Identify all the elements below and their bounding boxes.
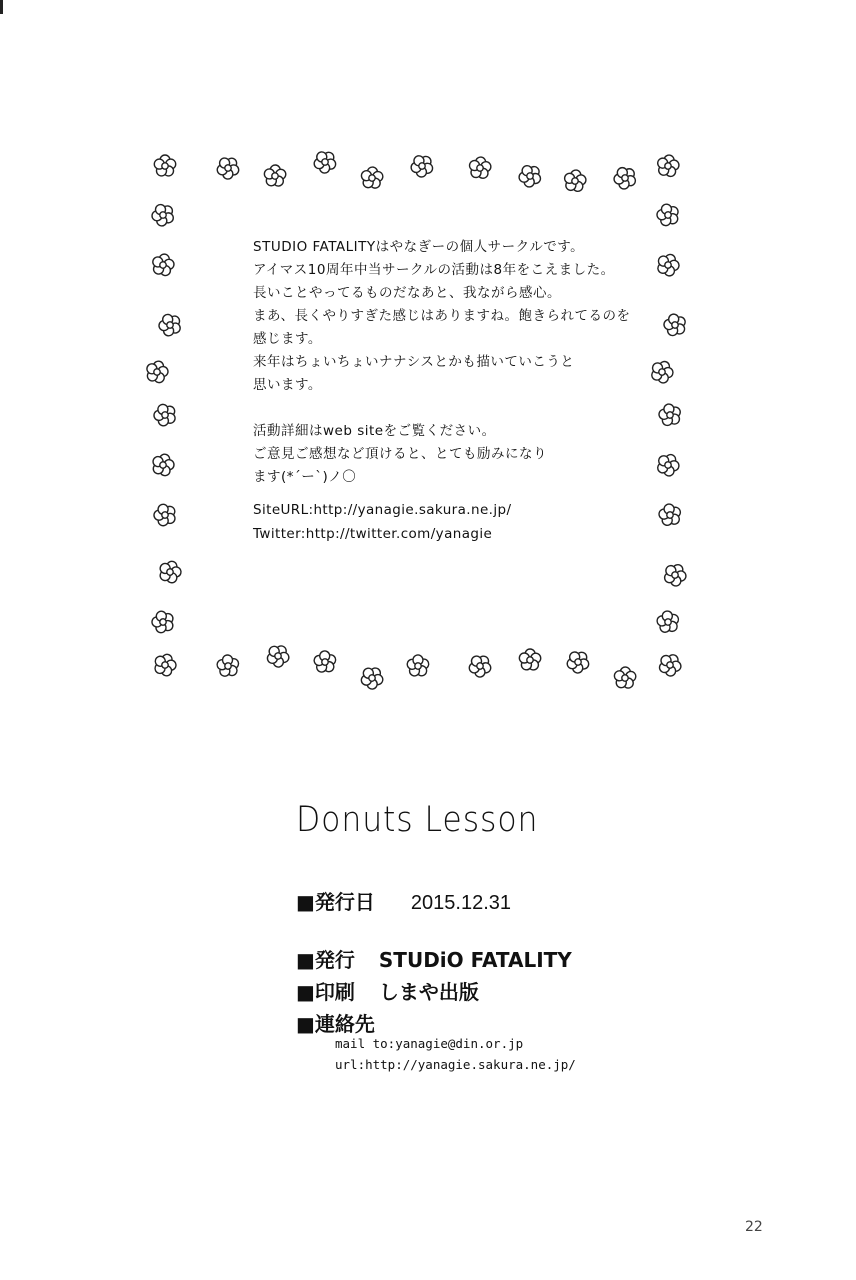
publisher-value: STUDiO FATALITY xyxy=(378,948,572,972)
flower-icon xyxy=(654,251,682,278)
flower-icon xyxy=(215,652,243,680)
message-line: 活動詳細はweb siteをご覧ください。 xyxy=(253,423,496,439)
flower-icon xyxy=(661,560,690,589)
issue-date-value: 2015.12.31 xyxy=(410,892,512,914)
contact-url[interactable]: url:http://yanagie.sakura.ne.jp/ xyxy=(335,1057,576,1072)
flower-icon xyxy=(213,153,243,183)
book-title: Donuts Lesson xyxy=(296,800,539,840)
flower-icon xyxy=(154,155,175,176)
flower-icon xyxy=(150,451,176,477)
message-line: STUDIO FATALITYはやなぎーの個人サークルです。 xyxy=(253,239,585,255)
publisher-row xyxy=(296,944,572,973)
flower-icon xyxy=(648,358,676,386)
flower-icon xyxy=(156,310,186,340)
author-message xyxy=(253,236,630,489)
message-line: 長いことやってるものだなあと、我ながら感心。 xyxy=(253,285,561,301)
publisher-label: ■発行 xyxy=(296,948,355,972)
flower-icon xyxy=(264,641,293,670)
flower-icon xyxy=(656,500,684,529)
flower-icon xyxy=(310,147,340,177)
message-line: 思います。 xyxy=(253,377,322,393)
flower-icon xyxy=(519,649,541,670)
flower-icon xyxy=(563,169,587,193)
flower-icon xyxy=(656,650,685,679)
message-line xyxy=(253,397,630,420)
issue-date-row xyxy=(296,886,511,915)
flower-icon xyxy=(264,165,286,187)
flower-icon xyxy=(157,558,184,584)
flower-icon xyxy=(144,359,170,384)
flower-icon xyxy=(563,647,593,677)
message-line: ご意見ご感想など頂けると、とても励みになり xyxy=(253,446,547,462)
message-line: 来年はちょいちょいナナシスとかも描いていこうと xyxy=(253,354,575,370)
contact-label: ■連絡先 xyxy=(296,1012,375,1036)
flower-icon xyxy=(610,163,640,193)
printer-label: ■印刷 xyxy=(296,980,355,1004)
flower-icon xyxy=(654,200,683,229)
twitter-url[interactable]: Twitter:http://twitter.com/yanagie xyxy=(253,526,493,542)
flower-icon xyxy=(151,500,181,530)
flower-icon xyxy=(361,166,384,188)
flower-icon xyxy=(148,200,178,230)
flower-icon xyxy=(655,608,683,636)
flower-icon xyxy=(661,310,690,339)
flower-icon xyxy=(405,652,432,679)
message-line: アイマス10周年中当サークルの活動は8年をこえました。 xyxy=(253,262,615,278)
flower-icon xyxy=(151,400,181,430)
flower-icon xyxy=(150,252,175,277)
flower-icon xyxy=(654,450,682,478)
printer-value: しまや出版 xyxy=(378,980,479,1004)
page-number: 22 xyxy=(745,1219,763,1235)
message-line: 感じます。 xyxy=(253,331,322,347)
message-line: まあ、長くやりすぎた感じはありますね。飽きられてるのを xyxy=(253,308,631,324)
flower-icon xyxy=(358,663,387,692)
flower-icon xyxy=(312,648,339,675)
links xyxy=(253,498,511,546)
contact-mail[interactable]: mail to:yanagie@din.or.jp xyxy=(335,1036,524,1051)
flower-icon xyxy=(515,161,545,191)
flower-icon xyxy=(656,400,685,429)
printer-row xyxy=(296,976,479,1005)
issue-date-label: ■発行日 xyxy=(296,890,375,914)
site-url[interactable]: SiteURL:http://yanagie.sakura.ne.jp/ xyxy=(253,502,512,518)
flower-icon xyxy=(656,153,681,177)
message-line: ます(*´ー`)ノ〇 xyxy=(253,469,357,485)
flower-icon xyxy=(466,651,496,680)
flower-icon xyxy=(152,651,179,678)
flower-icon xyxy=(614,666,636,688)
contact-row xyxy=(296,1008,375,1037)
flower-icon xyxy=(468,156,491,179)
flower-icon xyxy=(149,607,178,637)
flower-icon xyxy=(407,151,437,181)
